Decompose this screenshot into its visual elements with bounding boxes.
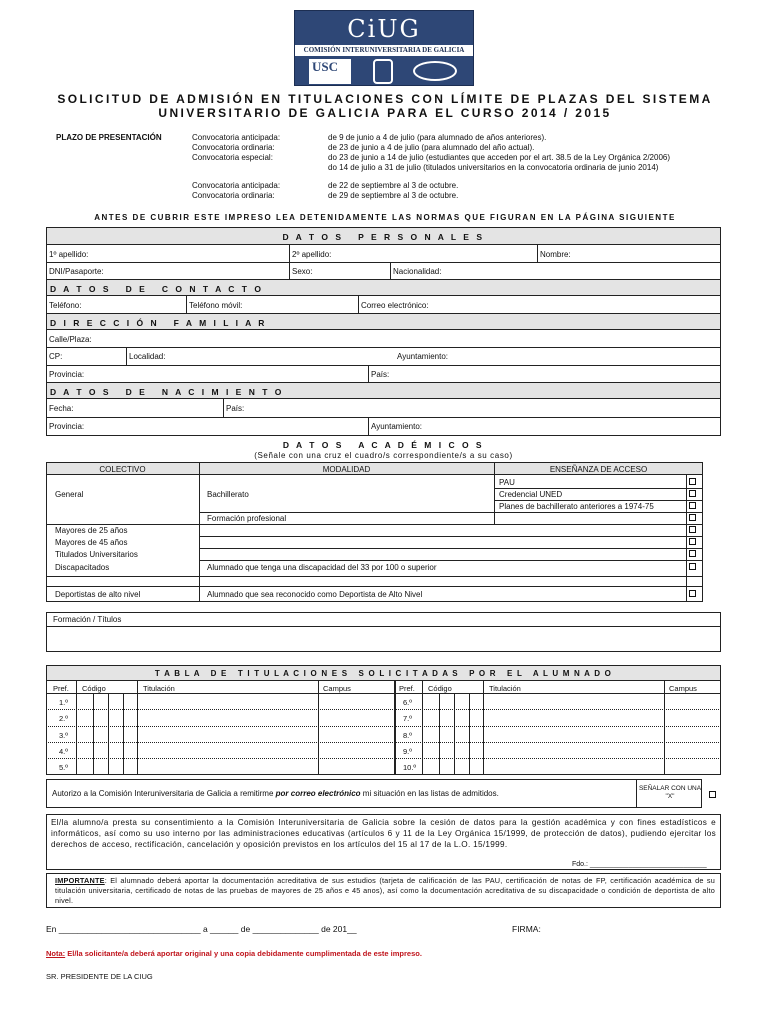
usc-logo: USC: [309, 59, 351, 84]
provincia-field[interactable]: Provincia:: [49, 370, 85, 379]
checkbox-deportista[interactable]: [689, 590, 696, 597]
colectivo-deportistas: Deportistas de alto nivel: [55, 590, 141, 599]
acceso-pau: PAU: [499, 478, 515, 487]
contacto-header: D A T O S D E C O N T A C T O: [50, 284, 264, 294]
col-campus-right: Campus: [669, 684, 697, 693]
nota-aportar: Nota: El/la solicitante/a deberá aportar original y una copia debidamente cumplimentada de este impreso.: [46, 949, 422, 958]
form-title-line2: UNIVERSITARIO DE GALICIA PARA EL CURSO 2014 / 2015: [158, 106, 612, 120]
col-ensenanza: ENSEÑANZA DE ACCESO: [549, 465, 648, 474]
academicos-header: D A T O S A C A D É M I C O S: [282, 440, 485, 450]
cp-field[interactable]: CP:: [49, 352, 63, 361]
apellido2-field[interactable]: 2º apellido:: [292, 250, 332, 259]
colectivo-mayores45: Mayores de 45 años: [55, 538, 128, 547]
col-modalidad: MODALIDAD: [322, 465, 371, 474]
pref-row: 3.º: [59, 731, 68, 740]
ayuntamiento-nacimiento-field[interactable]: Ayuntamiento:: [371, 422, 422, 431]
modalidad-discapacidad: Alumnado que tenga una discapacidad del 33 por 100 o superior: [207, 563, 437, 572]
movil-field[interactable]: Teléfono móvil:: [189, 301, 243, 310]
nacimiento-header: D A T O S D E N A C I M I E N T O: [50, 387, 284, 397]
plazo-tipos-1: Convocatoria anticipada: Convocatoria ordinaria: Convocatoria especial:: [192, 133, 281, 162]
fecha-nacimiento-field[interactable]: Fecha:: [49, 404, 74, 413]
col-codigo-right: Código: [428, 684, 452, 693]
plazo-fechas-2: de 22 de septiembre al 3 de octubre. de 29 de septiembre al 3 de octubre.: [328, 181, 459, 200]
datos-personales-block: [46, 227, 721, 436]
telefono-field[interactable]: Teléfono:: [49, 301, 82, 310]
pais-field[interactable]: País:: [371, 370, 390, 379]
apellido1-field[interactable]: 1º apellido:: [49, 250, 89, 259]
col-pref-left: Pref.: [53, 684, 69, 693]
colectivo-mayores25: Mayores de 25 años: [55, 526, 128, 535]
senalar-label: SEÑALAR CON UNA "X": [638, 785, 702, 800]
pref-row: 4.º: [59, 747, 68, 756]
logo-text: CiUG: [347, 15, 421, 43]
shell-icon: [413, 61, 457, 81]
pref-row: 6.º: [403, 698, 412, 707]
titulaciones-header: T A B L A D E T I T U L A C I O N E S S O L I C I T A D A S P O R E L A L U M N A D O: [154, 669, 613, 678]
col-codigo-left: Código: [82, 684, 106, 693]
modalidad-fp: Formación profesional: [207, 514, 287, 523]
logo-subtitle: COMISIÓN INTERUNIVERSITARIA DE GALICIA: [295, 45, 473, 56]
col-titulacion-left: Titulación: [143, 684, 175, 693]
modalidad-deportista: Alumnado que sea reconocido como Deportista de Alto Nivel: [207, 590, 423, 599]
col-pref-right: Pref.: [399, 684, 415, 693]
checkbox-fp[interactable]: [689, 514, 696, 521]
academicos-table: [46, 462, 703, 602]
pref-row: 5.º: [59, 763, 68, 772]
colectivo-general: General: [55, 490, 84, 499]
ciug-logo: [294, 10, 474, 86]
firma-label: FIRMA:: [512, 924, 541, 934]
lugar-fecha-line[interactable]: En ______________________________ a ______ de ______________ de 201__: [46, 924, 357, 934]
plazo-fechas-1: de 9 de junio a 4 de julio (para alumnado de años anteriores). de 23 de junio a 4 de julio (para alumnado del año actual). do 23 de junio a 14 de julio (estudiantes que acceden por el art. 38.5 de la Ley Orgánica 2/2006) do 14 de julio a 31 de julio (titulados universitarios en la convocatoria ordinaria de junio 2014): [328, 133, 671, 172]
formacion-box[interactable]: [46, 612, 721, 652]
direccion-header: D I R E C C I Ó N F A M I L I A R: [50, 318, 267, 328]
consentimiento-text: El/la alumno/a presta su consentimiento a la Comisión Interuniversitaria de Galicia sobre la cesión de datos para la gestión académica y con fines estadísticos e informáticos, así como su uso interno por las administraciones educativas (artículos 6 y 11 de la Ley Orgánica 15/1999, de protección de datos), pudiendo ejercitar los derechos de acceso, rectificación, cancelación y oposición previstos en los artículos del 15 al 17 de la L.O. 15/1999.: [51, 818, 716, 849]
correo-field[interactable]: Correo electrónico:: [361, 301, 429, 310]
checkbox-pau[interactable]: [689, 478, 696, 485]
pref-row: 2.º: [59, 714, 68, 723]
crest-icon: [373, 59, 393, 84]
nacionalidad-field[interactable]: Nacionalidad:: [393, 267, 442, 276]
col-titulacion-right: Titulación: [489, 684, 521, 693]
colectivo-titulados: Titulados Universitarios: [55, 550, 138, 559]
modalidad-bachillerato: Bachillerato: [207, 490, 249, 499]
pref-row: 1.º: [59, 698, 68, 707]
checkbox-discapacidad[interactable]: [689, 563, 696, 570]
pref-row: 7.º: [403, 714, 412, 723]
ayuntamiento-field[interactable]: Ayuntamiento:: [397, 352, 448, 361]
provincia-nacimiento-field[interactable]: Provincia:: [49, 422, 85, 431]
checkbox-mayores25[interactable]: [689, 526, 696, 533]
col-colectivo: COLECTIVO: [99, 465, 146, 474]
plazo-tipos-2: Convocatoria anticipada: Convocatoria ordinaria:: [192, 181, 281, 200]
importante-text: IMPORTANTE: El alumnado deberá aportar la documentación acreditativa de sus estudios (tarjeta de calificación de las PAU, certificación de notas de FP, certificación académica de su titulación universitaria, certificado de notas de las pruebas de mayores de 25 años e 45 anos), así como la documentación acreditativa de su discapacidade o condición de deportista de alto nivel.: [55, 876, 715, 905]
dni-field[interactable]: DNI/Pasaporte:: [49, 267, 104, 276]
nombre-field[interactable]: Nombre:: [540, 250, 571, 259]
acceso-uned: Credencial UNED: [499, 490, 563, 499]
personales-header: D A T O S P E R S O N A L E S: [282, 232, 485, 242]
acceso-planes: Planes de bachillerato anteriores a 1974-75: [499, 502, 654, 511]
plazo-label: PLAZO DE PRESENTACIÓN: [56, 133, 162, 142]
calle-field[interactable]: Calle/Plaza:: [49, 335, 92, 344]
pref-row: 8.º: [403, 731, 412, 740]
aviso-normas: ANTES DE CUBRIR ESTE IMPRESO LEA DETENIDAMENTE LAS NORMAS QUE FIGURAN EN LA PÁGINA SIGUIENTE: [94, 213, 676, 222]
destinatario: SR. PRESIDENTE DE LA CIUG: [46, 972, 153, 981]
consentimiento-firma[interactable]: Fdo.: ______________________________: [572, 861, 707, 868]
pref-row: 9.º: [403, 747, 412, 756]
checkbox-mayores45[interactable]: [689, 538, 696, 545]
col-campus-left: Campus: [323, 684, 351, 693]
autorizo-text: Autorizo a la Comisión Interuniversitaria de Galicia a remitirme por correo electrónico mi situación en las listas de admitidos.: [52, 789, 499, 798]
checkbox-correo[interactable]: [709, 791, 716, 798]
pref-row: 10.º: [403, 763, 417, 772]
academicos-sub: (Señale con una cruz el cuadro/s correspondiente/s a su caso): [254, 451, 513, 460]
checkbox-uned[interactable]: [689, 490, 696, 497]
localidad-field[interactable]: Localidad:: [129, 352, 166, 361]
colectivo-discapacitados: Discapacitados: [55, 563, 110, 572]
form-title-line1: SOLICITUD DE ADMISIÓN EN TITULACIONES CON LÍMITE DE PLAZAS DEL SISTEMA: [57, 92, 713, 106]
checkbox-titulados[interactable]: [689, 550, 696, 557]
sexo-field[interactable]: Sexo:: [292, 267, 313, 276]
pais-nacimiento-field[interactable]: País:: [226, 404, 245, 413]
formacion-label: Formación / Títulos: [53, 615, 122, 624]
checkbox-planes[interactable]: [689, 502, 696, 509]
